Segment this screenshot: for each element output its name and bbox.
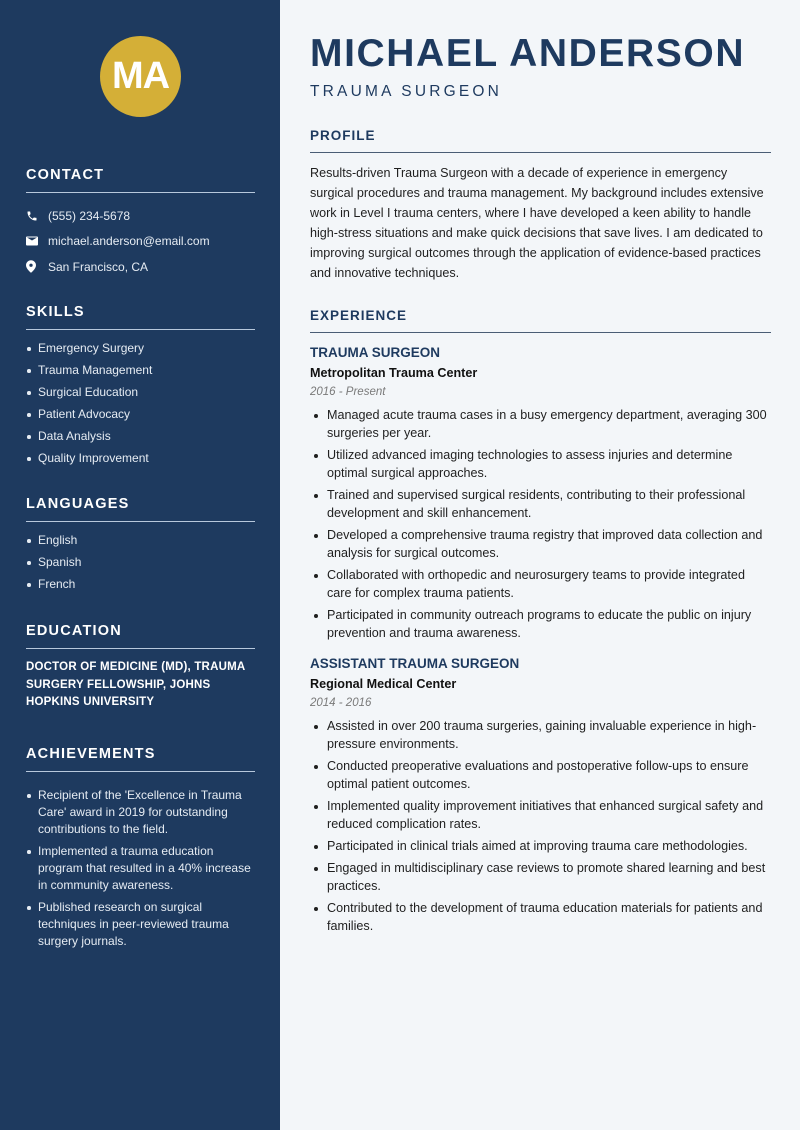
profile-text: Results-driven Trauma Surgeon with a decade of experience in emergency surgical procedures and trauma management. My background includes extensive work in Level I trauma centers, where I have developed a keen ability to handle high-stress situations and make quick decisions that save lives. I am dedicated to improving surgical outcomes through the application of evidence-based practices and innovative techniques. <box>310 166 764 280</box>
job-bullets <box>310 717 771 935</box>
sidebar <box>0 0 280 1130</box>
job-bullet: Collaborated with orthopedic and neurosurgery teams to provide integrated care for complex trauma patients. <box>310 566 771 602</box>
job-bullet: Trained and supervised surgical residents, contributing to their professional development and skill enhancement. <box>310 486 771 522</box>
education-section <box>26 623 255 712</box>
job-title: ASSISTANT TRAUMA SURGEON <box>310 656 520 671</box>
contact-list <box>26 203 255 280</box>
job-bullet: Engaged in multidisciplinary case reviews to promote shared learning and best practices. <box>310 859 771 895</box>
job-entry <box>310 656 771 935</box>
job-dates: 2014 - 2016 <box>310 697 372 709</box>
email-icon <box>26 236 48 246</box>
job-bullet: Participated in clinical trials aimed at improving trauma care methodologies. <box>310 837 771 855</box>
job-entry <box>310 345 771 642</box>
achievements-section <box>26 746 255 955</box>
job-bullet: Assisted in over 200 trauma surgeries, gaining invaluable experience in high-pressure environments. <box>310 717 771 753</box>
contact-location <box>26 254 255 280</box>
skill-item: Quality Improvement <box>26 450 255 467</box>
languages-section <box>26 496 255 598</box>
experience-heading: EXPERIENCE <box>310 308 771 333</box>
education-heading: EDUCATION <box>26 623 255 649</box>
language-item: French <box>26 576 255 593</box>
location-pin-icon <box>26 260 48 273</box>
education-degree: DOCTOR OF MEDICINE (MD), TRAUMA SURGERY FELLOWSHIP, JOHNS HOPKINS UNIVERSITY <box>26 661 245 708</box>
phone-icon <box>26 210 48 222</box>
skill-item: Emergency Surgery <box>26 340 255 357</box>
experience-section <box>310 308 771 939</box>
skill-item: Trauma Management <box>26 362 255 379</box>
skills-section <box>26 304 255 472</box>
skills-heading: SKILLS <box>26 304 255 330</box>
job-bullet: Contributed to the development of trauma education materials for patients and families. <box>310 899 771 935</box>
contact-phone-text[interactable]: (555) 234-5678 <box>48 208 131 223</box>
avatar <box>100 36 181 117</box>
achievement-item: Recipient of the 'Excellence in Trauma Care' award in 2019 for outstanding contributions to the field. <box>26 787 255 838</box>
candidate-name: MICHAEL ANDERSON <box>310 32 746 75</box>
skill-item: Patient Advocacy <box>26 406 255 423</box>
achievement-item: Published research on surgical techniques in peer-reviewed trauma surgery journals. <box>26 899 255 950</box>
language-item: Spanish <box>26 554 255 571</box>
contact-section <box>26 167 255 280</box>
job-company: Metropolitan Trauma Center <box>310 366 478 380</box>
skills-list <box>26 340 255 467</box>
job-title: TRAUMA SURGEON <box>310 345 440 360</box>
achievement-item: Implemented a trauma education program that resulted in a 40% increase in community awareness. <box>26 843 255 894</box>
contact-location-text: San Francisco, CA <box>48 259 149 274</box>
skill-item: Data Analysis <box>26 428 255 445</box>
job-bullet: Developed a comprehensive trauma registry that improved data collection and analysis for surgical outcomes. <box>310 526 771 562</box>
languages-heading: LANGUAGES <box>26 496 255 522</box>
job-company: Regional Medical Center <box>310 677 457 691</box>
profile-heading: PROFILE <box>310 128 771 153</box>
candidate-title: TRAUMA SURGEON <box>310 83 503 100</box>
avatar-initials: MA <box>111 55 170 97</box>
achievements-list <box>26 787 255 950</box>
achievements-heading: ACHIEVEMENTS <box>26 746 255 772</box>
contact-email-text[interactable]: michael.anderson@email.com <box>48 234 210 249</box>
job-bullet: Implemented quality improvement initiatives that enhanced surgical safety and reduced complication rates. <box>310 797 771 833</box>
job-bullet: Utilized advanced imaging technologies to assess injuries and determine optimal surgical approaches. <box>310 446 771 482</box>
language-item: English <box>26 532 255 549</box>
contact-heading: CONTACT <box>26 167 255 193</box>
job-bullet: Managed acute trauma cases in a busy emergency department, averaging 300 surgeries per year. <box>310 406 771 442</box>
job-bullet: Conducted preoperative evaluations and postoperative follow-ups to ensure optimal patient outcomes. <box>310 757 771 793</box>
contact-phone <box>26 203 255 229</box>
skill-item: Surgical Education <box>26 384 255 401</box>
job-dates: 2016 - Present <box>310 386 386 398</box>
job-bullet: Participated in community outreach programs to educate the public on injury prevention and trauma awareness. <box>310 606 771 642</box>
languages-list <box>26 532 255 593</box>
job-bullets <box>310 406 771 642</box>
contact-email <box>26 229 255 255</box>
profile-section <box>310 128 771 283</box>
